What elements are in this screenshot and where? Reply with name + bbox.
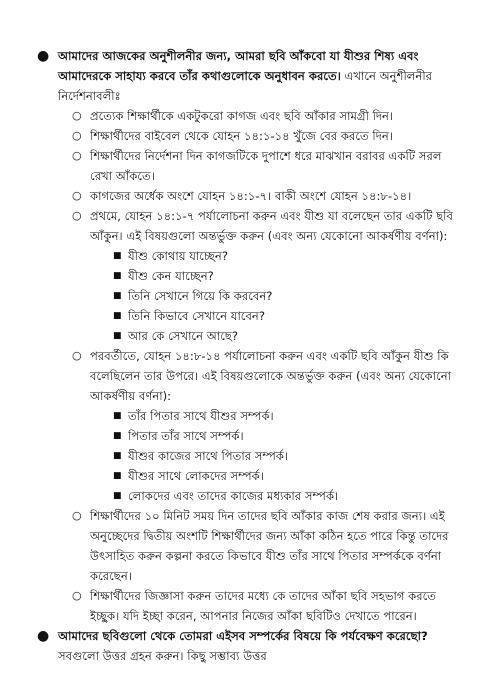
square-bullet-icon: ■ xyxy=(113,251,122,261)
sub-list-item xyxy=(90,446,453,466)
list-item xyxy=(58,346,453,506)
list-item xyxy=(58,186,453,206)
list-item xyxy=(58,126,453,146)
sub-list-item xyxy=(90,406,453,426)
intro-normal-text: এখানে অনুশীলনীর নির্দেশনাবলীঃ xyxy=(58,69,433,103)
square-bullet-icon: ■ xyxy=(113,331,122,341)
step-text: শিক্ষার্থীদের ১০ মিনিট সময় দিন তাদের ছবি আঁকার কাজ শেষ করার জন্য। এই অনুচ্ছেদের দ্বিতীয় অংশটি শিক্ষার্থীদের জন্য আঁকা কঠিন হতে পারে কিন্তু তাদের উৎসাহিত করুন কল্পনা করতে কিভাবে যীশু তাঁর সাথে পিতার সম্পর্ককে বর্ণনা করেছেন। xyxy=(90,509,449,583)
sub-item-text: আর কে সেখানে আছে? xyxy=(128,329,239,343)
circle-bullet-icon: ○ xyxy=(72,109,82,122)
list-item xyxy=(58,146,453,186)
circle-bullet-icon: ○ xyxy=(72,349,82,362)
step-text: শিক্ষার্থীদের জিজ্ঞাসা করুন তাদের মধ্যে কে তাদের আঁকা ছবি সহভাগ করতে ইচ্ছুক। যদি ইচ্ছা করেন, আপনার নিজের আঁকা ছবিটিও দেখাতে পারেন। xyxy=(90,589,436,623)
sub-list-item xyxy=(90,266,453,286)
step-text: শিক্ষার্থীদের নির্দেশনা দিন কাগজটিকে দুপাশে ধরে মাঝখান বরাবর একটি সরল রেখা আঁকতে। xyxy=(90,149,442,183)
sub-item-text: তিনি কিভাবে সেখানে যাবেন? xyxy=(128,309,265,323)
step-text: পরবর্তীতে, যোহন ১৪:৮-১৪ পর্যালোচনা করুন এবং একটি ছবি আঁকুন যীশু কি বলেছিলেন তার উপরে। এই বিষয়গুলোকে অন্তর্ভুক্ত করুন (এবং অন্য যেকোনো আকর্ষণীয় বর্ণনা): xyxy=(90,349,451,403)
square-bullet-icon: ■ xyxy=(113,291,122,301)
sub-item-text: লোকদের এবং তাদের কাজের মধ্যকার সম্পর্ক। xyxy=(128,489,339,503)
instruction-list xyxy=(58,106,453,626)
square-bullet-icon: ■ xyxy=(113,411,122,421)
sub-item-text: যীশুর সাথে লোকদের সম্পর্ক। xyxy=(128,469,264,483)
sub-list xyxy=(90,246,453,346)
square-bullet-icon: ■ xyxy=(113,311,122,321)
closing-paragraph xyxy=(37,626,453,666)
sub-item-text: যীশু কেন যাচ্ছেন? xyxy=(128,269,214,283)
sub-list-item xyxy=(90,466,453,486)
sub-list-item xyxy=(90,486,453,506)
sub-list xyxy=(90,406,453,506)
sub-list-item xyxy=(90,306,453,326)
circle-bullet-icon: ○ xyxy=(72,189,82,202)
circle-bullet-icon: ○ xyxy=(72,129,82,142)
square-bullet-icon: ■ xyxy=(113,271,122,281)
sub-list-item xyxy=(90,426,453,446)
closing-bold-text: আমাদের ছবিগুলো থেকে তোমরা এইসব সম্পর্কের বিষয়ে কি পর্যবেক্ষণ করেছো? xyxy=(58,629,428,643)
circle-bullet-icon: ○ xyxy=(72,589,82,602)
square-bullet-icon: ■ xyxy=(113,471,122,481)
bullet-dot-icon: ● xyxy=(37,628,50,644)
sub-item-text: তাঁর পিতার সাথে যীশুর সম্পর্ক। xyxy=(128,409,274,423)
sub-item-text: তিনি সেখানে গিয়ে কি করবেন? xyxy=(128,289,273,303)
intro-paragraph xyxy=(37,46,453,106)
list-item xyxy=(58,206,453,346)
circle-bullet-icon: ○ xyxy=(72,149,82,162)
sub-list-item xyxy=(90,286,453,306)
sub-list-item xyxy=(90,326,453,346)
list-item xyxy=(58,586,453,626)
intro-bold-text: আমাদের আজকের অনুশীলনীর জন্য, আমরা ছবি আঁকবো যা যীশুর শিষ্য এবং আমাদেরকে সাহায্য করবে তাঁর কথাগুলোকে অনুধাবন করতে। xyxy=(58,49,419,83)
step-text: কাগজের অর্ধেক অংশে যোহন ১৪:১-৭। বাকী অংশে যোহন ১৪:৮-১৪। xyxy=(90,189,412,203)
circle-bullet-icon: ○ xyxy=(72,209,82,222)
closing-normal-text: সবগুলো উত্তর গ্রহন করুন। কিছু সম্ভাব্য উত্তর xyxy=(58,649,267,663)
step-text: প্রত্যেক শিক্ষার্থীকে একটুকরো কাগজ এবং ছবি আঁকার সামগ্রী দিন। xyxy=(90,109,394,123)
sub-list-item xyxy=(90,246,453,266)
sub-item-text: যীশুর কাজের সাথে পিতার সম্পর্ক। xyxy=(128,449,289,463)
list-item xyxy=(58,106,453,126)
step-text: প্রথমে, যোহন ১৪:১-৭ পর্যালোচনা করুন এবং যীশু যা বলেছেন তার একটি ছবি আঁকুন। এই বিষয়গুলো অন্তর্ভুক্ত করুন (এবং অন্য যেকোনো আকর্ষণীয় বর্ণনা): xyxy=(90,209,453,243)
step-text: শিক্ষার্থীদের বাইবেল থেকে যোহন ১৪:১-১৪ খুঁজে বের করতে দিন। xyxy=(90,129,393,143)
square-bullet-icon: ■ xyxy=(113,491,122,501)
circle-bullet-icon: ○ xyxy=(72,509,82,522)
bullet-dot-icon: ● xyxy=(37,48,50,64)
list-item xyxy=(58,506,453,586)
square-bullet-icon: ■ xyxy=(113,451,122,461)
sub-item-text: পিতার তাঁর সাথে সম্পর্ক। xyxy=(128,429,244,443)
sub-item-text: যীশু কোথায় যাচ্ছেন? xyxy=(128,249,228,263)
square-bullet-icon: ■ xyxy=(113,431,122,441)
